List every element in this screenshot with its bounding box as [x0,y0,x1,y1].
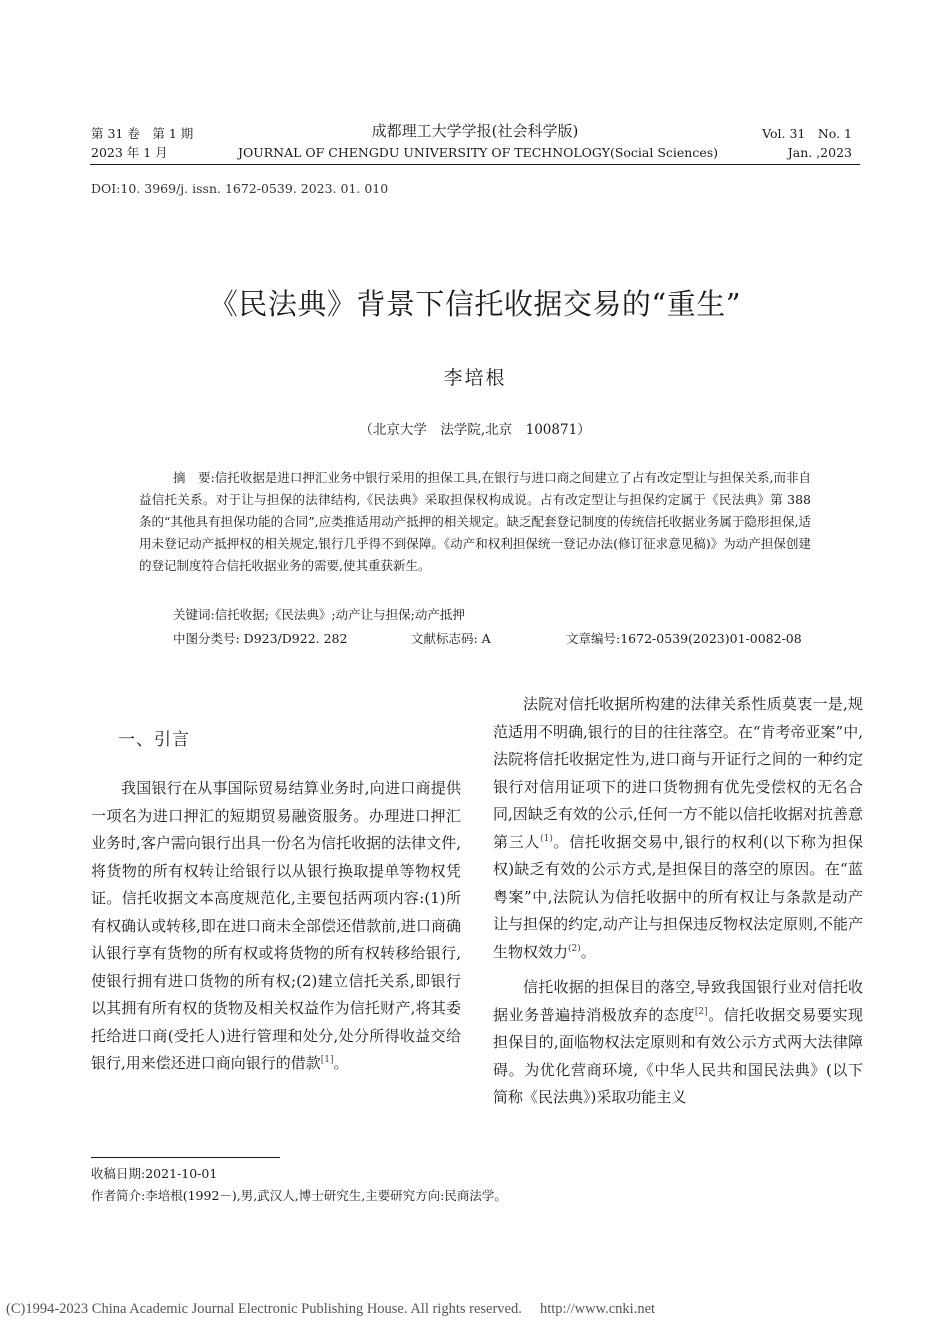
clc-number: 中图分类号: D923/D922. 282 [173,631,348,646]
intro-paragraph [91,775,461,1078]
p1-text-a: 法院对信托收据所构建的法律关系性质莫衷一是,规范适用不明确,银行的目的往往落空。在“肯考帝亚案”中,法院将信托收据定性为,进口商与开证行之间的一种约定银行对信用证项下的进口货物拥有优先受偿权的无名合同,因缺乏有效的公示,任何一方不能以信托收据对抗善意第三人 [493,695,863,851]
document-code: 文献标志码: A [411,631,491,646]
received-date: 收稿日期:2021-10-01 [91,1166,218,1181]
p2-text-a: 信托收据的担保目的落空,导致我国银行业对信托收据业务普遍持消极放弃的态度 [493,978,863,1024]
article-number: 文章编号:1672-0539(2023)01-0082-08 [566,631,802,646]
p1-text-b: 。信托收据交易中,银行的权利(以下称为担保权)缺乏有效的公示方式,是担保目的落空的原因。在“蓝粤案”中,法院认为信托收据中的所有权让与条款是动产让与担保的约定,动产让与担保违反物权法定原则,不能产生物权效力 [493,832,863,961]
citation-1[interactable]: [1] [320,1055,334,1065]
volume-issue-en: Vol. 31 No. 1 [762,126,852,141]
abstract-text: 信托收据是进口押汇业务中银行采用的担保工具,在银行与进口商之间建立了占有改定型让与担保关系,而非自益信托关系。对于让与担保的法律结构,《民法典》采取担保权构成说。占有改定型让与担保约定属于《民法典》第 388 条的“其他具有担保功能的合同”,应类推适用动产抵押的相关规定。缺乏配套登记制度的传统信托收据业务属于隐形担保,适用未登记动产抵押权的相关规定,银行几乎得不到保障。《动产和权利担保统一登记办法(修订征求意见稿)》为动产担保创建的登记制度符合信托收据业务的需要,使其重获新生。 [139,470,811,573]
page-title: 《民法典》背景下信托收据交易的“重生” [208,287,742,321]
journal-title-cn: 成都理工大学学报(社会科学版) [371,122,579,140]
left-column [91,775,461,1078]
affiliation: （北京大学 法学院,北京 100871） [359,422,591,438]
volume-issue: 第 31 卷 第 1 期 [91,126,194,141]
footnote-ref-1[interactable]: (1) [540,833,553,844]
footnote-rule [91,1157,280,1158]
doi: DOI:10. 3969/j. issn. 1672-0539. 2023. 01. 010 [91,181,389,196]
right-paragraph-2 [493,974,863,1112]
keywords-text: 信托收据;《民法典》;动产让与担保;动产抵押 [214,607,465,622]
author-name: 李培根 [443,367,507,389]
header-rule [90,164,860,165]
right-paragraph-1 [493,691,863,966]
keywords-label: 关键词: [173,607,215,622]
p1-text-c: 。 [580,942,596,961]
intro-text: 我国银行在从事国际贸易结算业务时,向进口商提供一项名为进口押汇的短期贸易融资服务。办理进口押汇业务时,客户需向银行出具一份名为信托收据的法律文件,将货物的所有权转让给银行以从银行换取提单等物权凭证。信托收据文本高度规范化,主要包括两项内容:(1)所有权确认或转移,即在进口商未全部偿还借款前,进口商确认银行享有货物的所有权或将货物的所有权转移给银行,使银行拥有进口货物的所有权;(2)建立信托关系,即银行以其拥有所有权的货物及相关权益作为信托财产,将其委托给进口商(受托人)进行管理和处分,处分所得收益交给银行,用来偿还进口商向银行的借款 [91,779,461,1072]
issue-date-en: Jan. ,2023 [787,145,852,160]
abstract [139,467,811,577]
author-bio: 作者简介:李培根(1992－),男,武汉人,博士研究生,主要研究方向:民商法学。 [91,1188,507,1203]
section-heading-introduction: 一、引言 [118,730,190,750]
footnote-ref-2[interactable]: (2) [568,943,581,954]
copyright-notice: (C)1994-2023 China Academic Journal Electronic Publishing House. All rights reserved. http://www.cnki.net [6,1301,656,1317]
issue-date-cn: 2023 年 1 月 [91,145,168,160]
p2-text-b: 。信托收据交易要实现担保目的,面临物权法定原则和有效公示方式两大法律障碍。为优化营商环境,《中华人民共和国民法典》(以下简称《民法典》)采取功能主义 [493,1005,863,1106]
right-column [493,691,863,1112]
abstract-label: 摘 要: [173,470,215,485]
citation-2[interactable]: [2] [694,1006,708,1017]
journal-title-en: JOURNAL OF CHENGDU UNIVERSITY OF TECHNOLOGY(Social Sciences) [237,145,719,160]
intro-end: 。 [333,1054,349,1072]
keywords [173,605,465,623]
